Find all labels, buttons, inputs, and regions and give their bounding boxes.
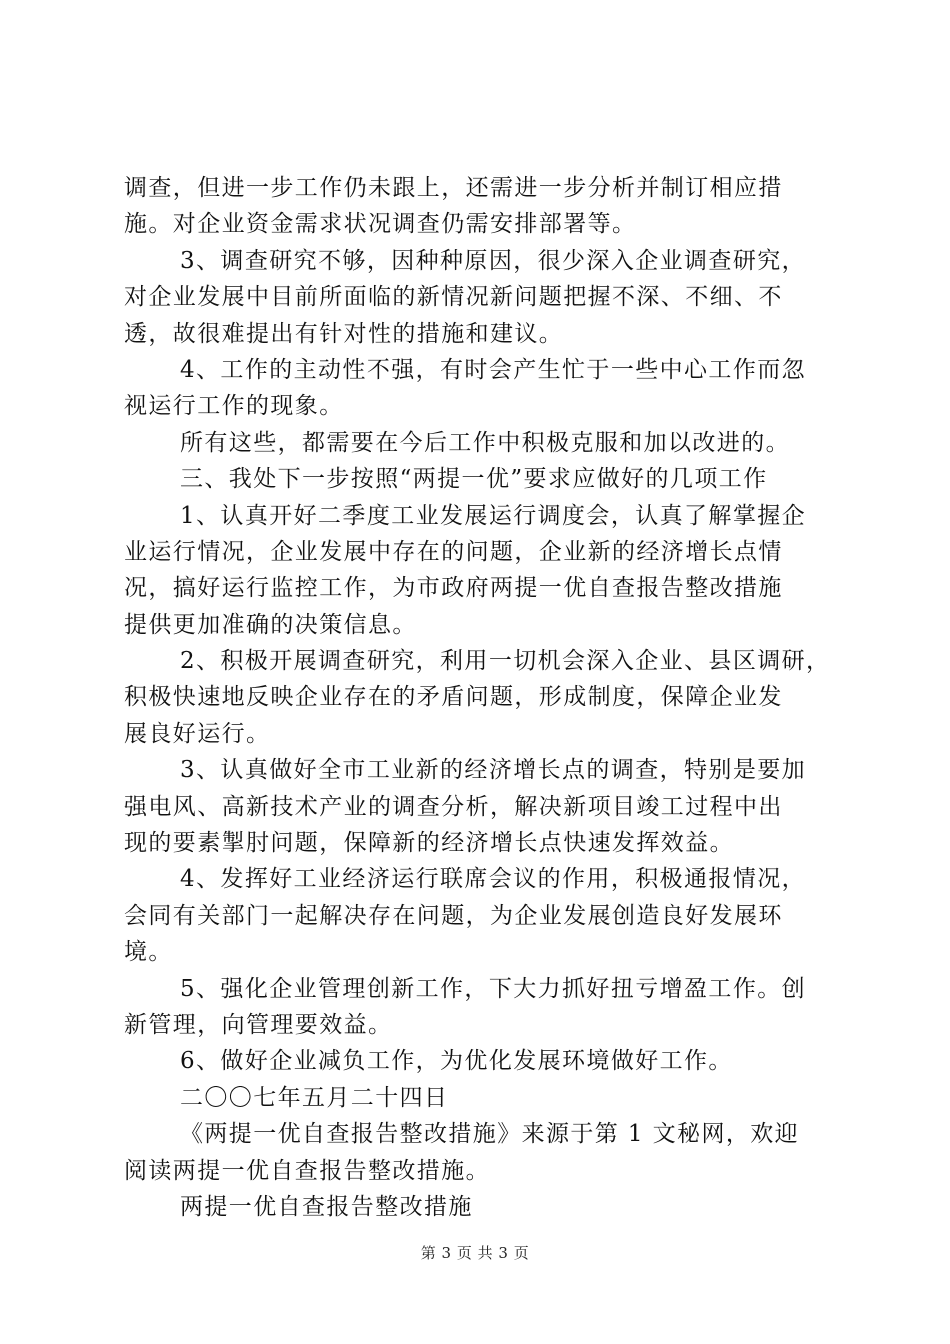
text-line: 3、认真做好全市工业新的经济增长点的调查，特别是要加: [180, 757, 807, 784]
text-line: 透，故很难提出有针对性的措施和建议。: [124, 320, 564, 347]
text-line: 阅读两提一优自查报告整改措施。: [124, 1157, 490, 1184]
text-line: 提供更加准确的决策信息。: [124, 611, 417, 638]
text-line: 《两提一优自查报告整改措施》来源于第 1 文秘网，欢迎: [180, 1121, 800, 1148]
text-line: 业运行情况，企业发展中存在的问题，企业新的经济增长点情: [124, 538, 783, 565]
text-line: 所有这些，都需要在今后工作中积极克服和加以改进的。: [180, 429, 790, 456]
text-line: 调查，但进一步工作仍未跟上，还需进一步分析并制订相应措: [124, 175, 783, 201]
text-line: 视运行工作的现象。: [124, 393, 344, 420]
text-line: 境。: [124, 939, 173, 966]
text-line: 现的要素掣肘问题，保障新的经济增长点快速发挥效益。: [124, 830, 734, 857]
text-line: 新管理，向管理要效益。: [124, 1011, 393, 1038]
text-line: 施。对企业资金需求状况调查仍需安排部署等。: [124, 211, 637, 238]
text-line: 会同有关部门一起解决存在问题，为企业发展创造良好发展环: [124, 902, 783, 929]
text-line: 2、积极开展调查研究，利用一切机会深入企业、县区调研，: [180, 648, 831, 675]
document-body: [124, 170, 836, 1225]
text-line: 二〇〇七年五月二十四日: [180, 1084, 449, 1111]
text-line: 4、工作的主动性不强，有时会产生忙于一些中心工作而忽: [180, 356, 807, 383]
text-line: 1、认真开好二季度工业发展运行调度会，认真了解掌握企: [180, 502, 807, 529]
text-line: 展良好运行。: [124, 720, 271, 747]
text-line: 积极快速地反映企业存在的矛盾问题，形成制度，保障企业发: [124, 684, 783, 711]
text-line: 三、我处下一步按照“两提一优”要求应做好的几项工作: [180, 466, 768, 493]
text-line: 对企业发展中目前所面临的新情况新问题把握不深、不细、不: [124, 284, 783, 311]
text-line: 强电风、高新技术产业的调查分析，解决新项目竣工过程中出: [124, 793, 783, 820]
text-line: 况，搞好运行监控工作，为市政府两提一优自查报告整改措施: [124, 575, 783, 602]
text-line: 3、调查研究不够，因种种原因，很少深入企业调查研究，: [180, 247, 807, 274]
page-footer: 第 3 页 共 3 页: [420, 1244, 530, 1262]
text-line: 5、强化企业管理创新工作，下大力抓好扭亏增盈工作。创: [180, 975, 807, 1002]
text-line: 6、做好企业减负工作，为优化发展环境做好工作。: [180, 1048, 733, 1075]
text-line: 两提一优自查报告整改措施: [180, 1193, 473, 1220]
text-line: 4、发挥好工业经济运行联席会议的作用，积极通报情况，: [180, 866, 807, 893]
